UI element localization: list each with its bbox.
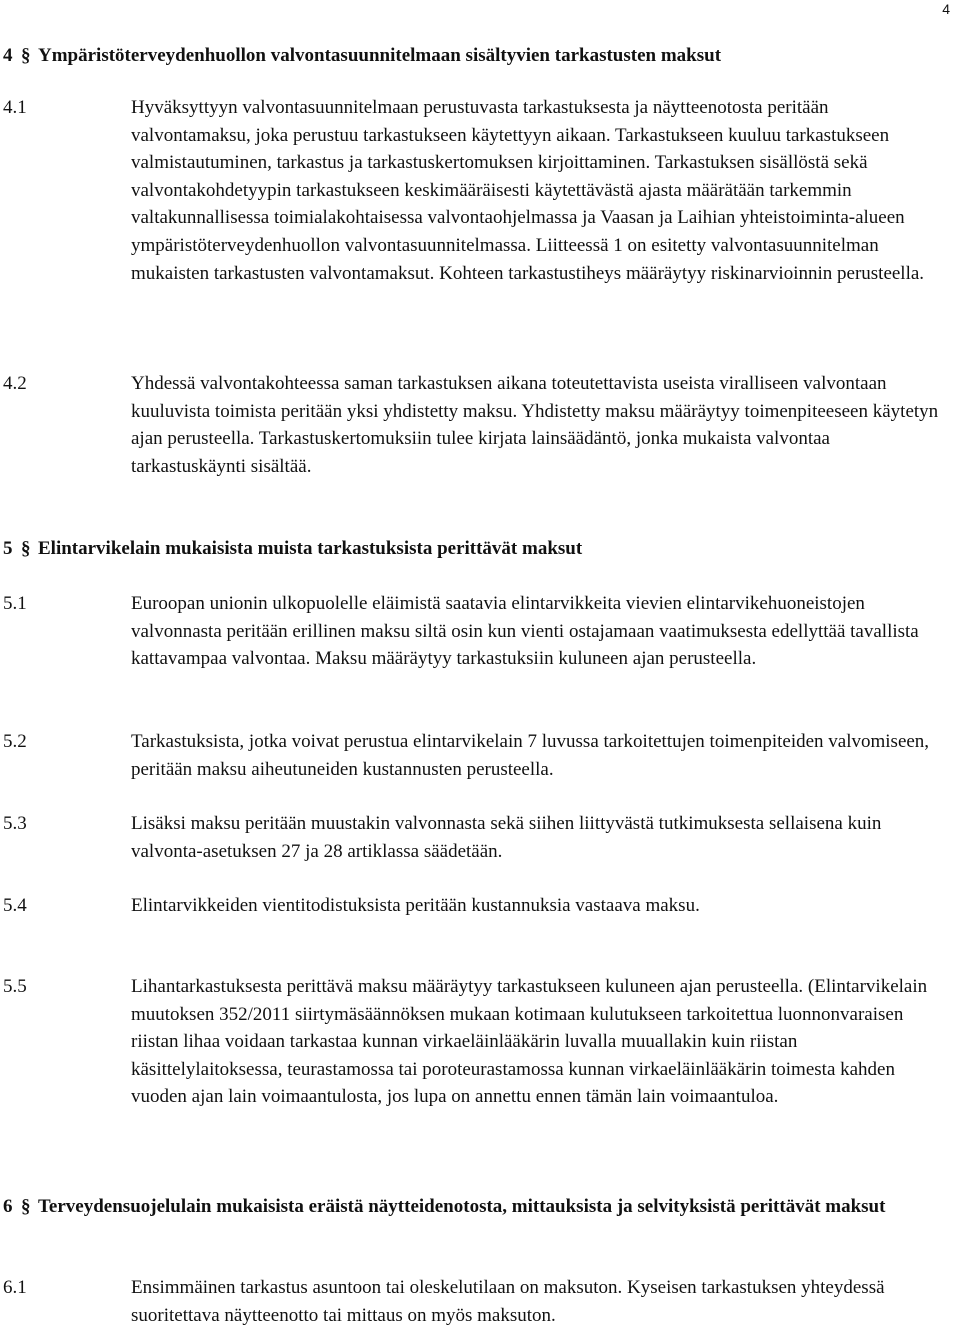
paragraph-number: 6.1 (3, 1277, 27, 1298)
section-number: 5 (3, 538, 13, 559)
paragraph-text: Euroopan unionin ulkopuolelle eläimistä saatavia elintarvikkeita vievien elintarvikehuoneistojen valvonnasta peritään erillinen maksu siltä osin kun vienti ostajamaan vaatimuksesta edellyttää tavallista kattavampaa valvontaa. Maksu määräytyy tarkastuksiin kuluneen ajan perusteella. (131, 593, 919, 670)
section-symbol: § (21, 45, 31, 66)
paragraph-4-1 (3, 94, 948, 287)
paragraph-text: Lihantarkastuksesta perittävä maksu määräytyy tarkastukseen kuluneen ajan perusteella. (Elintarvikelain muutoksen 352/2011 siirtymäsäännöksen mukaan kotimaan kulutukseen tarkoitettua luonnonvaraisen riistan lihaa voidaan tarkastaa kunnan virkaeläinlääkärin luvalla muuallakin kuin riistan käsittelylaitoksessa, teurastamossa tai poroteurastamossa kunnan virkaeläinlääkärin toimesta kahden vuoden ajan lain voimaantulosta, jos lupa on annettu ennen tämän lain voimaantuloa. (131, 976, 928, 1108)
paragraph-text: Hyväksyttyyn valvontasuunnitelmaan perustuvasta tarkastuksesta ja näytteenotosta peritään valvontamaksu, joka perustuu tarkastukseen käytettyyn aikaan. Tarkastukseen kuuluu tarkastukseen valmistautuminen, tarkastus ja tarkastuskertomuksen kirjoittaminen. Tarkastuksen sisällöstä sekä valvontakohdetyypin tarkastukseen keskimääräisesti käytettävästä ajasta määrätään tarkemmin valtakunnallisessa toimialakohtaisessa valvontaohjelmassa ja Vaasan ja Laihian yhteistoiminta-alueen ympäristöterveydenhuollon valvontasuunnitelmassa. Liitteessä 1 on esitetty valvontasuunnitelman mukaisten tarkastusten valvontamaksut. Kohteen tarkastustiheys määräytyy riskinarvioinnin perusteella. (131, 97, 925, 284)
paragraph-number: 5.5 (3, 976, 27, 997)
paragraph-number: 5.4 (3, 895, 27, 916)
paragraph-4-2 (3, 370, 948, 480)
paragraph-6-1 (3, 1274, 948, 1329)
paragraph-text: Yhdessä valvontakohteessa saman tarkastuksen aikana toteutettavista useista viralliseen valvontaan kuuluvista toimista peritään yksi yhdistetty maksu. Yhdistetty maksu määräytyy toimenpiteeseen käytetyn ajan perusteella. Tarkastuskertomuksiin tulee kirjata lainsäädäntö, jonka mukaista valvontaa tarkastuskäynti sisältää. (131, 373, 939, 477)
section-symbol: § (21, 538, 31, 559)
paragraph-text: Lisäksi maksu peritään muustakin valvonnasta sekä siihen liittyvästä tutkimuksesta sellaisena kuin valvonta-asetuksen 27 ja 28 artiklassa säädetään. (131, 813, 882, 862)
paragraph-text: Elintarvikkeiden vientitodistuksista peritään kustannuksia vastaava maksu. (131, 895, 700, 916)
paragraph-text: Tarkastuksista, jotka voivat perustua elintarvikelain 7 luvussa tarkoitettujen toimenpiteiden valvomiseen, peritään maksu aiheutuneiden kustannusten perusteella. (131, 731, 930, 780)
section-number: 4 (3, 45, 13, 66)
section-symbol: § (21, 1196, 31, 1217)
paragraph-number: 5.3 (3, 813, 27, 834)
section-title: Elintarvikelain mukaisista muista tarkastuksista perittävät maksut (38, 538, 583, 559)
section-title: Terveydensuojelulain mukaisista eräistä näytteidenotosta, mittauksista ja selvityksistä perittävät maksut (38, 1196, 886, 1217)
paragraph-number: 5.1 (3, 593, 27, 614)
paragraph-number: 4.1 (3, 97, 27, 118)
paragraph-5-3 (3, 810, 948, 865)
section-5-heading (3, 535, 940, 563)
section-number: 6 (3, 1196, 13, 1217)
paragraph-5-4 (3, 892, 948, 920)
paragraph-text: Ensimmäinen tarkastus asuntoon tai oleskelutilaan on maksuton. Kyseisen tarkastuksen yhteydessä suoritettava näytteenotto tai mittaus on myös maksuton. (131, 1277, 885, 1326)
section-4-heading (3, 42, 940, 70)
paragraph-5-1 (3, 590, 948, 673)
section-6-heading (3, 1193, 940, 1221)
paragraph-5-2 (3, 728, 948, 783)
page-number: 4 (942, 1, 950, 17)
paragraph-number: 4.2 (3, 373, 27, 394)
section-title: Ympäristöterveydenhuollon valvontasuunnitelmaan sisältyvien tarkastusten maksut (38, 45, 722, 66)
paragraph-number: 5.2 (3, 731, 27, 752)
paragraph-5-5 (3, 973, 948, 1111)
